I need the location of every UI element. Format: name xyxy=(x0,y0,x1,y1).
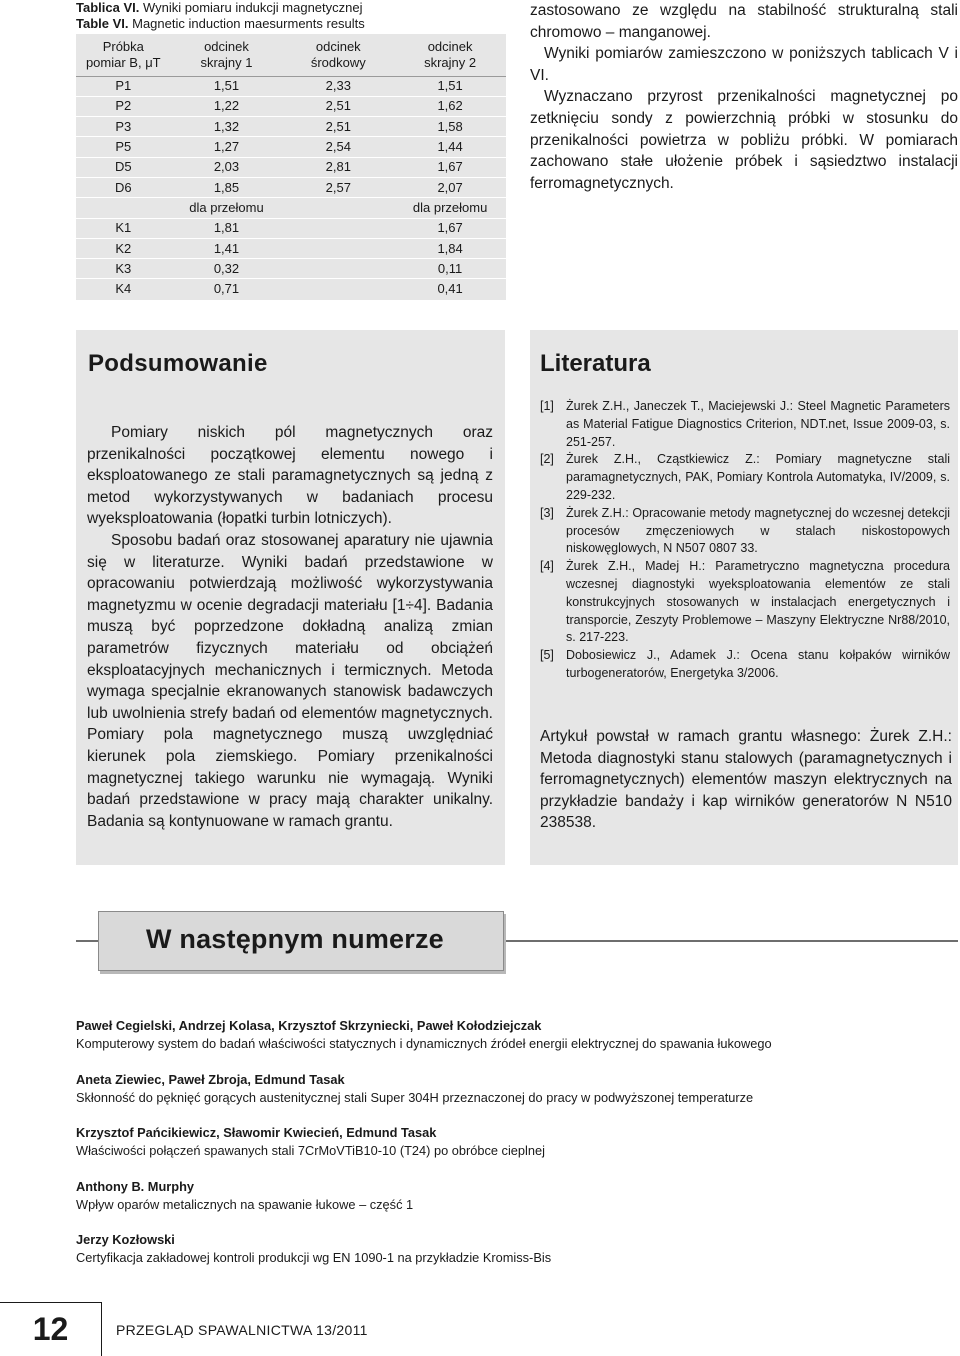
next-issue-title: W następnym numerze xyxy=(146,924,444,954)
table-header-cell: odcinek skrajny 1 xyxy=(171,34,283,76)
literature-item: [5] Dobosiewicz J., Adamek J.: Ocena stanu kołpaków wirników turbogeneratorów, Energetyka 3/2006. xyxy=(540,648,950,680)
table-row: D6 1,85 2,57 2,07 xyxy=(76,177,506,197)
article-entry xyxy=(76,1071,958,1107)
table-caption-pl-label: Tablica VI. xyxy=(76,0,140,15)
table-row: K4 0,71 0,41 xyxy=(115,281,463,297)
intro-paragraph: Wyniki pomiarów zamieszczono w poniższych tablicach V i VI. xyxy=(530,45,958,84)
article-authors: Anthony B. Murphy xyxy=(76,1178,195,1194)
table-row: P1 1,51 2,33 1,51 xyxy=(76,76,506,96)
table-row: K2 1,41 1,84 xyxy=(76,238,506,258)
table-header-cell: odcinek skrajny 2 xyxy=(394,34,506,76)
article-authors: Paweł Cegielski, Andrzej Kolasa, Krzysztof Skrzyniecki, Paweł Kołodziejczak xyxy=(76,1018,542,1033)
table-row: D5 2,03 2,81 1,67 xyxy=(76,157,506,177)
intro-text-column xyxy=(530,0,958,194)
table-row: K1 1,81 1,67 xyxy=(76,218,506,238)
measurement-table-grid xyxy=(76,34,506,299)
literature-item: [4] Żurek Z.H., Madej H.: Parametryczno magnetyczna procedura wczesnej diagnostyki wyeksploatowania elementów ze stali konstrukcyjnych stosowanych w instalacjach energetycznych i transporcie, Zeszyty Problemowe – Maszyny Elektryczne Nr88/2010, s. 217-223. xyxy=(540,559,950,645)
fracture-label-2: dla przełomu xyxy=(394,198,506,218)
literature-item: [3] Żurek Z.H.: Opracowanie metody magnetycznej do wczesnej detekcji procesów zmęczeniowych w stalach niskostopowych niskowęglowych, N N507 0807 33. xyxy=(540,505,950,556)
literature-item: [1] Żurek Z.H., Janeczek T., Maciejewski J.: Steel Magnetic Parameters as Material Fatigue Diagnostics Criterion, NDT.net, Issue 2009-03, s. 251-257. xyxy=(540,399,950,449)
next-issue-articles xyxy=(76,1017,958,1285)
literature-section xyxy=(530,330,958,865)
table-header-cell: odcinek środkowy xyxy=(282,34,394,76)
summary-paragraph: Pomiary niskich pól magnetycznych oraz przenikalności początkowej elementu nowego i eksploatowanego ze stali paramagnetycznych są jedną z metod wykorzystywanych w badaniach procesu wyeksploatowania (łopatki turbin lotniczych). xyxy=(87,424,493,528)
page-number: 12 xyxy=(0,1302,102,1356)
literature-list xyxy=(540,398,950,683)
intro-paragraph: zastosowano ze względu na stabilność strukturalną stali chromowo – manganowej. xyxy=(530,2,958,41)
article-entry xyxy=(76,1231,958,1267)
table-header-row xyxy=(76,34,506,76)
measurement-table xyxy=(76,34,506,300)
article-entry xyxy=(76,1178,958,1214)
table-row: P5 1,27 2,54 1,44 xyxy=(76,137,506,157)
journal-name: PRZEGLĄD SPAWALNICTWA 13/2011 xyxy=(116,1322,368,1338)
summary-section xyxy=(76,330,505,865)
article-authors: Jerzy Kozłowski xyxy=(76,1232,175,1247)
table-caption-en-label: Table VI. xyxy=(76,16,129,31)
table-fracture-label-row xyxy=(76,198,506,218)
table-header-cell: Próbka pomiar B, μT xyxy=(76,34,171,76)
table-row: P3 1,32 2,51 1,58 xyxy=(76,117,506,137)
article-authors: Krzysztof Pańcikiewicz, Sławomir Kwiecień, Edmund Tasak xyxy=(76,1125,437,1140)
summary-paragraph: Sposobu badań oraz stosowanej aparatury nie ujawnia się w literaturze. Wyniki badań przedstawione w opracowaniu potwierdzają możliwość wykorzystywania magnetyzmu w ocenie degradacji materiału [1÷4]. Badania muszą być poprzedzone dokładną analizą zmian parametrów fizycznych materiału od obciążeń eksploatacyjnych mechanicznych i termicznych. Metoda wymaga specjalnie ekranowanych stanowisk badawczych lub uwolnienia strefy badań od elementów magnetycznych. Pomiary pola magnetycznego muszą uwzględniać kierunek pola ziemskiego. Pomiary przenikalności magnetycznej takiego warunku nie wymagają. Wyniki badań przedstawione w pracy mają charakter unikalny. Badania są kontynuowane w ramach grantu. xyxy=(87,531,493,830)
article-entry xyxy=(76,1017,958,1053)
table-row: K3 0,32 0,11 xyxy=(76,259,506,279)
article-title: Skłonność do pęknięć gorących austenitycznej stali Super 304H przeznaczonej do pracy w podwyższonej temperaturze xyxy=(76,1089,754,1105)
article-entry xyxy=(76,1124,958,1160)
article-title: Certyfikacja zakładowej kontroli produkcji wg EN 1090-1 na przykładzie Kromiss-Bis xyxy=(76,1250,552,1265)
table-row: P2 1,22 2,51 1,62 xyxy=(76,96,506,116)
article-title: Komputerowy system do badań właściwości statycznych i dynamicznych źródeł energii elektrycznej do spawania łukowego xyxy=(76,1036,772,1051)
table-caption xyxy=(76,0,506,32)
summary-title: Podsumowanie xyxy=(88,350,268,377)
grant-note: Artykuł powstał w ramach grantu własnego: Żurek Z.H.: Metoda diagnostyki stanu stalowych (paramagnetycznych i ferromagnetycznych) elementów maszyn elektrycznych na przykładzie bandaży i kap wirników generatorów N N510 238538. xyxy=(540,728,952,832)
article-title: Wpływ oparów metalicznych na spawanie łukowe – część 1 xyxy=(76,1196,414,1212)
table-caption-pl-text: Wyniki pomiaru indukcji magnetycznej xyxy=(142,0,363,15)
literature-item: [2] Żurek Z.H., Cząstkiewicz Z.: Pomiary magnetyczne stali paramagnetycznych, PAK, Pomiary Kontrola Automatyka, IV/2009, s. 229-232. xyxy=(540,452,950,502)
intro-paragraph: Wyznaczano przyrost przenikalności magnetycznej po zetknięciu sondy z powierzchnią próbki w stosunku do przenikalności powietrza w pobliżu próbki. W pomiarach zachowano stałe ułożenie próbek i sąsiedztwo instalacji ferromagnetycznych. xyxy=(530,88,958,192)
literature-title: Literatura xyxy=(540,350,651,377)
fracture-label-1: dla przełomu xyxy=(171,198,283,218)
table-caption-en-text: Magnetic induction maesurments results xyxy=(132,16,365,31)
article-authors: Aneta Ziewiec, Paweł Zbroja, Edmund Tasak xyxy=(76,1071,345,1087)
summary-body xyxy=(87,422,493,832)
article-title: Właściwości połączeń spawanych stali 7CrMoVTiB10-10 (T24) po obróbce cieplnej xyxy=(76,1143,545,1158)
